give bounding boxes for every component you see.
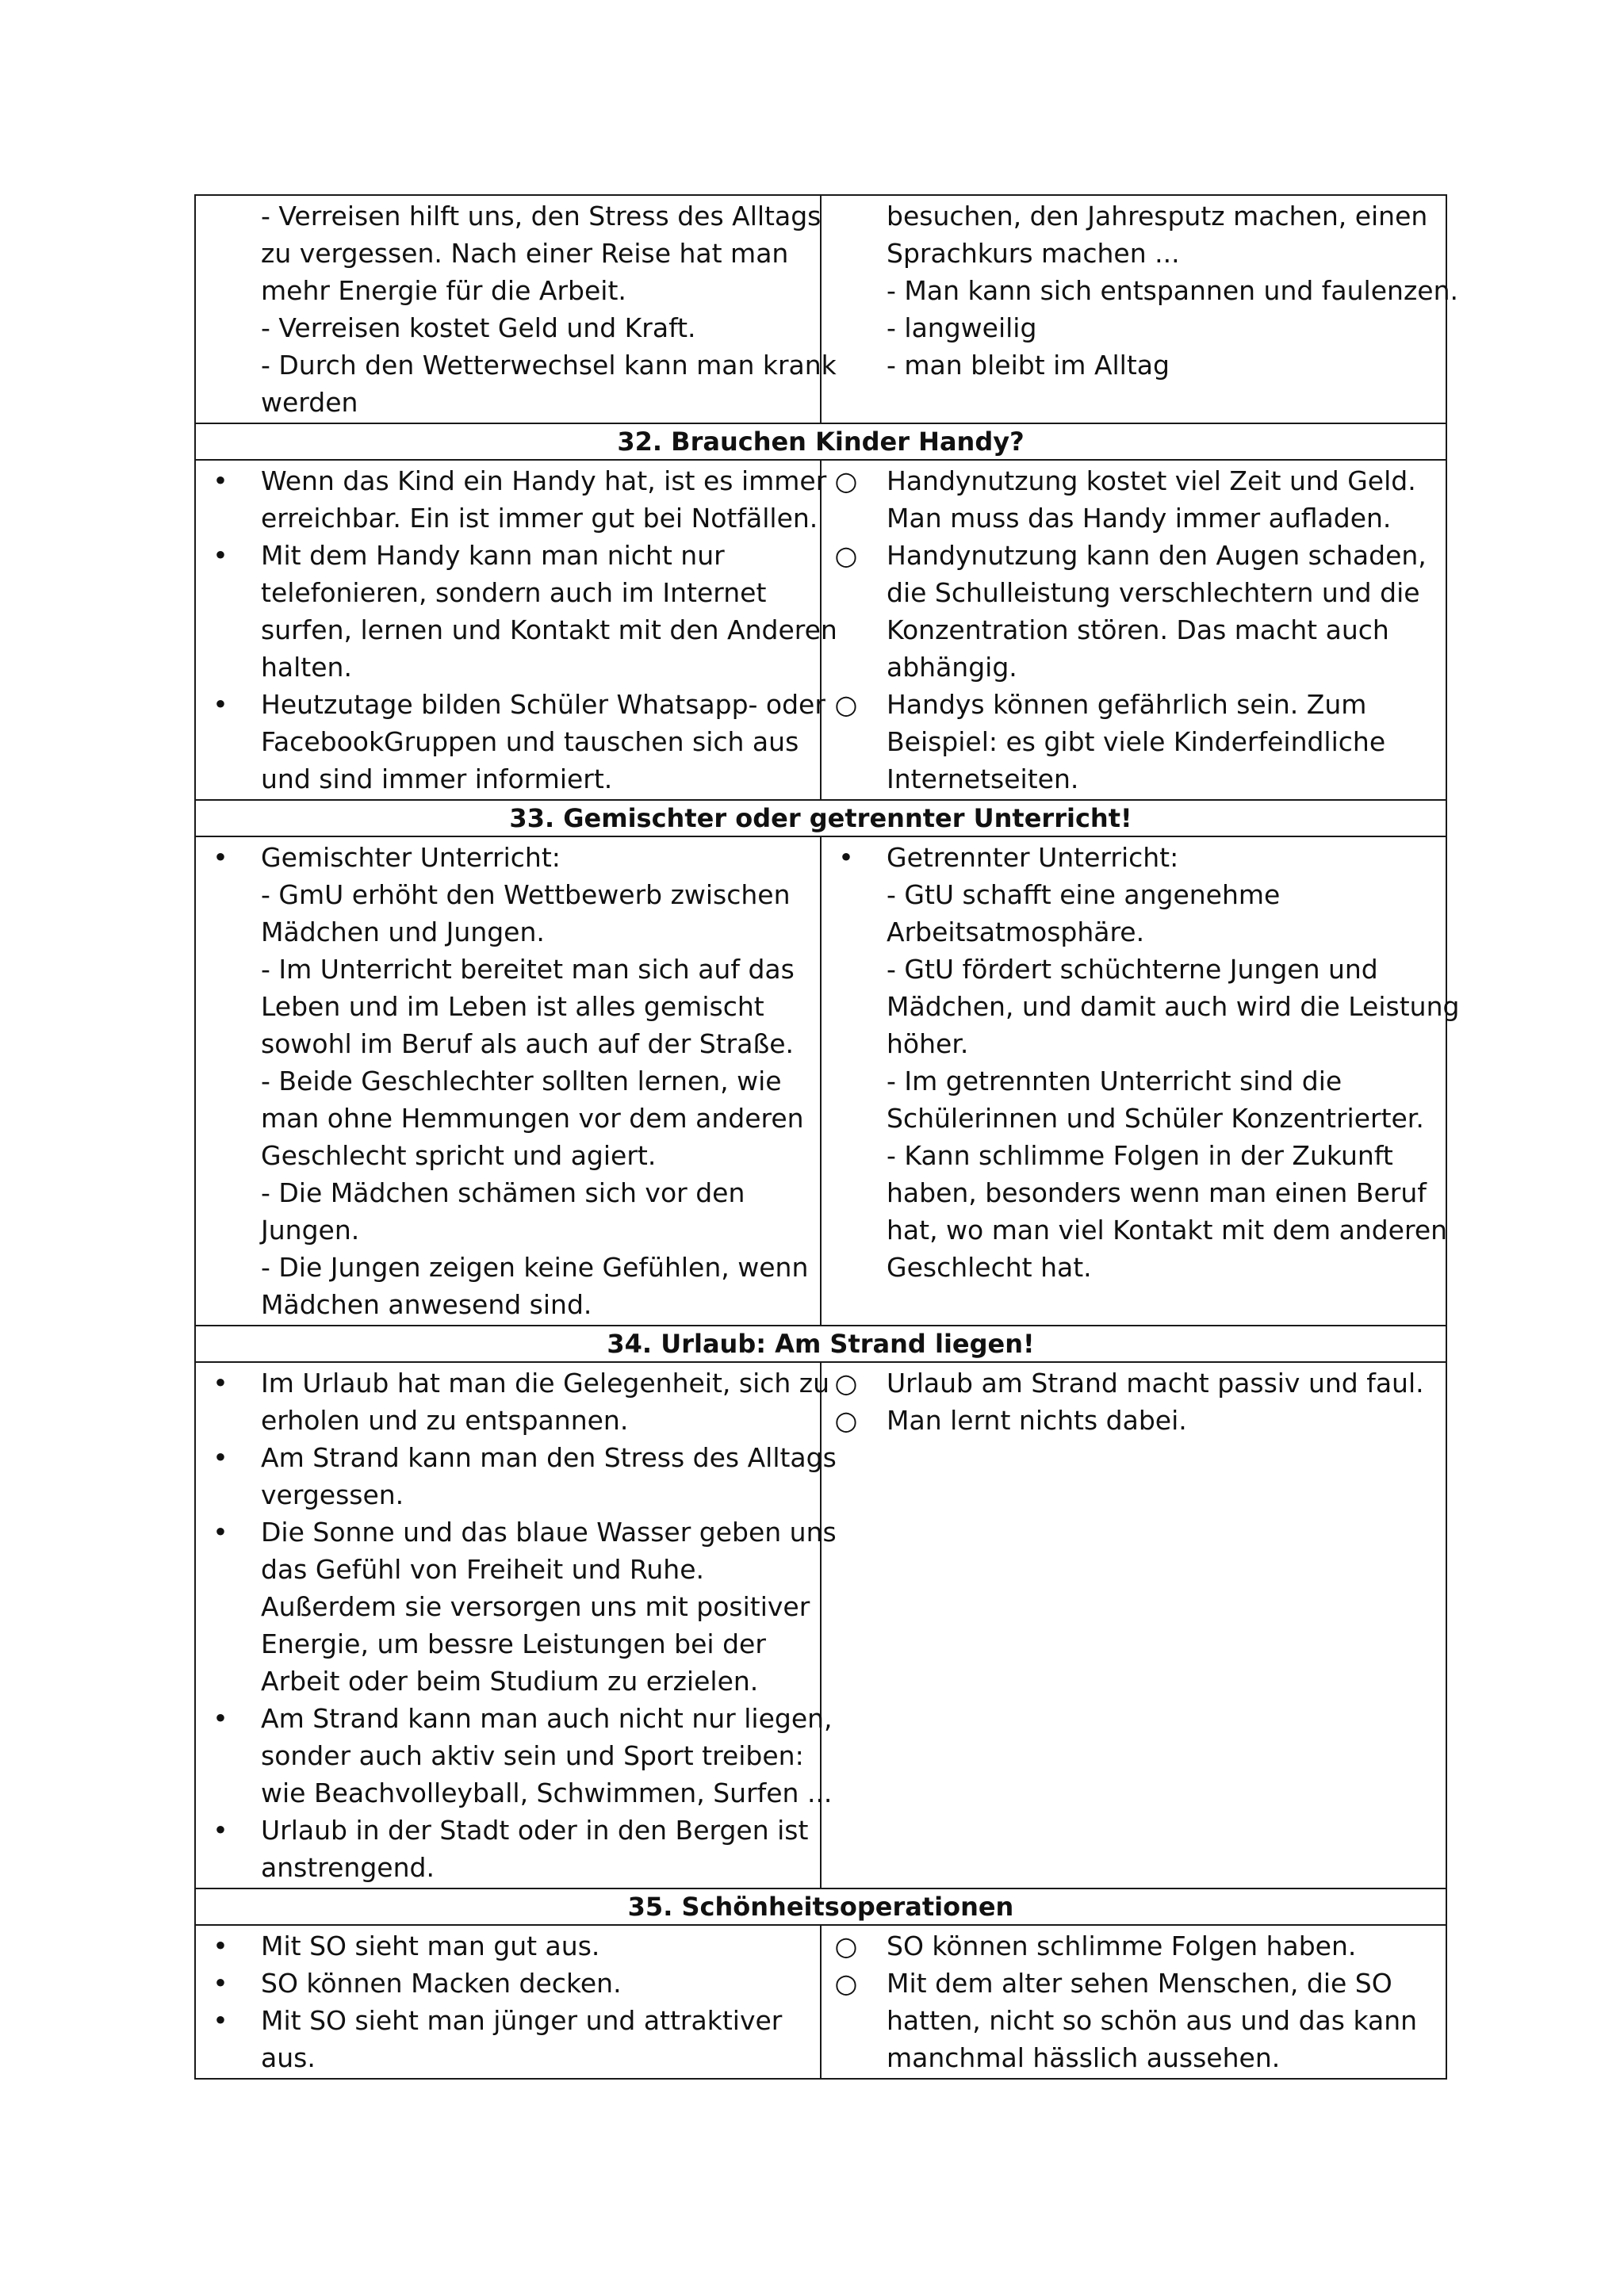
pro-contra-table — [194, 194, 1460, 2080]
text-line: Jungen. — [261, 1215, 360, 1246]
text-line: Geschlecht hat. — [887, 1252, 1092, 1283]
text-line: Mit SO sieht man jünger und attraktiver — [261, 2005, 783, 2036]
text-line: Heutzutage bilden Schüler Whatsapp- oder — [261, 689, 825, 720]
argument-item — [822, 537, 1438, 686]
argument-item — [196, 1364, 830, 1439]
text-line: vergessen. — [261, 1479, 404, 1510]
text-line: FacebookGruppen und tauschen sich aus — [261, 726, 799, 757]
text-line: erreichbar. Ein ist immer gut bei Notfällen. — [261, 503, 818, 534]
contra-column-cell — [821, 460, 1446, 800]
text-line: Mädchen und Jungen. — [261, 916, 545, 947]
text-line: aus. — [261, 2042, 316, 2073]
argument-item — [822, 1927, 1438, 1965]
section-heading: 33. Gemischter oder getrennter Unterricht! — [195, 800, 1446, 836]
pro-column-cell — [195, 460, 837, 800]
text-line: - Beide Geschlechter sollten lernen, wie — [261, 1066, 782, 1096]
text-line: Man muss das Handy immer aufladen. — [887, 503, 1392, 534]
contra-column-cell — [821, 836, 1460, 1326]
argument-list — [822, 837, 1460, 1288]
text-line: Schülerinnen und Schüler Konzentrierter. — [887, 1103, 1424, 1134]
argument-item — [822, 1965, 1438, 2076]
argument-item — [196, 1812, 812, 1886]
argument-item — [196, 839, 812, 1323]
text-line: Urlaub in der Stadt oder in den Bergen ist — [261, 1815, 809, 1846]
text-line: abhängig. — [887, 652, 1017, 683]
text-line: SO können Macken decken. — [261, 1968, 622, 1999]
text-line: anstrengend. — [261, 1852, 435, 1883]
argument-list — [196, 196, 837, 423]
text-line: Man lernt nichts dabei. — [887, 1405, 1187, 1436]
text-line: besuchen, den Jahresputz machen, einen — [887, 201, 1428, 232]
argument-item — [822, 197, 1458, 384]
text-line: Arbeitsatmosphäre. — [887, 916, 1145, 947]
argument-item — [196, 462, 827, 537]
argument-item — [196, 1965, 812, 2002]
text-line: Energie, um bessre Leistungen bei der — [261, 1628, 766, 1659]
pro-column-cell — [195, 1362, 837, 1888]
text-line: hat, wo man viel Kontakt mit dem anderen — [887, 1215, 1448, 1246]
bullet-icon: • — [213, 842, 228, 873]
argument-item — [822, 1402, 1438, 1439]
text-line: und sind immer informiert. — [261, 763, 613, 794]
text-line: erholen und zu entspannen. — [261, 1405, 629, 1436]
section-content-row — [195, 195, 1446, 423]
text-line: Konzentration stören. Das macht auch — [887, 614, 1389, 645]
argument-item — [196, 1700, 833, 1812]
argument-list — [822, 461, 1446, 799]
text-line: Am Strand kann man den Stress des Alltags — [261, 1442, 837, 1473]
text-line: Handys können gefährlich sein. Zum — [887, 689, 1367, 720]
argument-list — [196, 461, 837, 799]
argument-item — [196, 686, 825, 798]
bullet-icon: • — [838, 842, 854, 873]
section-heading-row — [195, 800, 1446, 836]
text-line: - GtU schafft eine angenehme — [887, 879, 1281, 910]
text-line: - man bleibt im Alltag — [887, 350, 1170, 381]
text-line: hatten, nicht so schön aus und das kann — [887, 2005, 1418, 2036]
bullet-icon: • — [213, 465, 228, 496]
text-line: wie Beachvolleyball, Schwimmen, Surfen ... — [261, 1777, 833, 1808]
section-heading-row — [195, 1888, 1446, 1925]
circle-bullet-icon: ○ — [834, 540, 858, 571]
text-line: Internetseiten. — [887, 763, 1079, 794]
text-line: die Schulleistung verschlechtern und die — [887, 577, 1420, 608]
section-content-row — [195, 836, 1446, 1326]
text-line: telefonieren, sondern auch im Internet — [261, 577, 767, 608]
argument-list — [822, 196, 1458, 385]
argument-item — [822, 462, 1438, 537]
text-line: Leben und im Leben ist alles gemischt — [261, 991, 764, 1022]
circle-bullet-icon: ○ — [834, 1368, 858, 1399]
text-line: - Kann schlimme Folgen in der Zukunft — [887, 1140, 1393, 1171]
text-line: man ohne Hemmungen vor dem anderen — [261, 1103, 804, 1134]
circle-bullet-icon: ○ — [834, 1405, 858, 1436]
text-line: Handynutzung kostet viel Zeit und Geld. — [887, 465, 1416, 496]
text-line: werden — [261, 387, 358, 418]
circle-bullet-icon: ○ — [834, 1968, 858, 1999]
text-line: - Verreisen hilft uns, den Stress des Alltags — [261, 201, 822, 232]
text-line: Handynutzung kann den Augen schaden, — [887, 540, 1427, 571]
argument-item — [196, 2002, 812, 2076]
argument-item — [822, 1364, 1438, 1402]
text-line: Außerdem sie versorgen uns mit positiver — [261, 1591, 810, 1622]
text-line: - Man kann sich entspannen und faulenzen. — [887, 275, 1458, 306]
circle-bullet-icon: ○ — [834, 465, 858, 496]
pro-column-cell — [195, 195, 837, 423]
text-line: - Die Mädchen schämen sich vor den — [261, 1177, 745, 1208]
bullet-icon: • — [213, 2005, 228, 2036]
text-line: Urlaub am Strand macht passiv und faul. — [887, 1368, 1424, 1399]
text-line: - Im Unterricht bereitet man sich auf das — [261, 954, 795, 985]
table-body — [195, 195, 1460, 2079]
text-line: Arbeit oder beim Studium zu erzielen. — [261, 1666, 759, 1697]
text-line: - Die Jungen zeigen keine Gefühlen, wenn — [261, 1252, 809, 1283]
text-line: Mit SO sieht man gut aus. — [261, 1931, 600, 1961]
section-content-row — [195, 1925, 1446, 2079]
text-line: - Im getrennten Unterricht sind die — [887, 1066, 1342, 1096]
text-line: Die Sonne und das blaue Wasser geben uns — [261, 1517, 837, 1548]
text-line: Getrennter Unterricht: — [887, 842, 1179, 873]
contra-column-cell — [821, 1362, 1446, 1888]
bullet-icon: • — [213, 1442, 228, 1473]
text-line: Wenn das Kind ein Handy hat, ist es immer — [261, 465, 827, 496]
text-line: Sprachkurs machen ... — [887, 238, 1180, 269]
bullet-icon: • — [213, 1517, 228, 1548]
contra-column-cell — [821, 195, 1458, 423]
text-line: halten. — [261, 652, 352, 683]
argument-item — [196, 1513, 837, 1700]
text-line: Beispiel: es gibt viele Kinderfeindliche — [887, 726, 1386, 757]
text-line: Mädchen, und damit auch wird die Leistung — [887, 991, 1460, 1022]
argument-item — [822, 839, 1460, 1286]
text-line: Gemischter Unterricht: — [261, 842, 561, 873]
argument-item — [822, 686, 1438, 798]
argument-item — [196, 537, 837, 686]
text-line: Mädchen anwesend sind. — [261, 1289, 592, 1320]
argument-list — [822, 1926, 1446, 2078]
text-line: surfen, lernen und Kontakt mit den Anderen — [261, 614, 837, 645]
text-line: höher. — [887, 1028, 969, 1059]
text-line: - Verreisen kostet Geld und Kraft. — [261, 312, 696, 343]
bullet-icon: • — [213, 1931, 228, 1961]
argument-list — [822, 1363, 1446, 1441]
pro-column-cell — [195, 1925, 821, 2079]
pro-column-cell — [195, 836, 821, 1326]
section-heading-row — [195, 1326, 1446, 1362]
argument-item — [196, 197, 837, 421]
text-line: Mit dem alter sehen Menschen, die SO — [887, 1968, 1392, 1999]
section-heading: 35. Schönheitsoperationen — [195, 1888, 1446, 1925]
text-line: zu vergessen. Nach einer Reise hat man — [261, 238, 789, 269]
contra-column-cell — [821, 1925, 1446, 2079]
circle-bullet-icon: ○ — [834, 1931, 858, 1961]
text-line: mehr Energie für die Arbeit. — [261, 275, 626, 306]
text-line: - langweilig — [887, 312, 1037, 343]
argument-item — [196, 1439, 837, 1513]
document-page — [194, 194, 1460, 2080]
argument-item — [196, 1927, 812, 1965]
argument-list — [196, 1363, 837, 1888]
text-line: SO können schlimme Folgen haben. — [887, 1931, 1357, 1961]
section-heading: 32. Brauchen Kinder Handy? — [195, 423, 1446, 460]
bullet-icon: • — [213, 1368, 228, 1399]
argument-list — [196, 1926, 820, 2078]
text-line: Mit dem Handy kann man nicht nur — [261, 540, 725, 571]
section-content-row — [195, 460, 1446, 800]
text-line: Im Urlaub hat man die Gelegenheit, sich zu — [261, 1368, 830, 1399]
text-line: manchmal hässlich aussehen. — [887, 2042, 1281, 2073]
section-heading-row — [195, 423, 1446, 460]
argument-list — [196, 837, 820, 1325]
bullet-icon: • — [213, 1968, 228, 1999]
text-line: sowohl im Beruf als auch auf der Straße. — [261, 1028, 795, 1059]
text-line: sonder auch aktiv sein und Sport treiben: — [261, 1740, 804, 1771]
section-content-row — [195, 1362, 1446, 1888]
bullet-icon: • — [213, 1703, 228, 1734]
text-line: - GtU fördert schüchterne Jungen und — [887, 954, 1378, 985]
text-line: haben, besonders wenn man einen Beruf — [887, 1177, 1427, 1208]
text-line: - GmU erhöht den Wettbewerb zwischen — [261, 879, 791, 910]
bullet-icon: • — [213, 1815, 228, 1846]
text-line: das Gefühl von Freiheit und Ruhe. — [261, 1554, 705, 1585]
section-heading: 34. Urlaub: Am Strand liegen! — [195, 1326, 1446, 1362]
text-line: Geschlecht spricht und agiert. — [261, 1140, 657, 1171]
circle-bullet-icon: ○ — [834, 689, 858, 720]
bullet-icon: • — [213, 689, 228, 720]
bullet-icon: • — [213, 540, 228, 571]
text-line: - Durch den Wetterwechsel kann man krank — [261, 350, 837, 381]
text-line: Am Strand kann man auch nicht nur liegen, — [261, 1703, 833, 1734]
